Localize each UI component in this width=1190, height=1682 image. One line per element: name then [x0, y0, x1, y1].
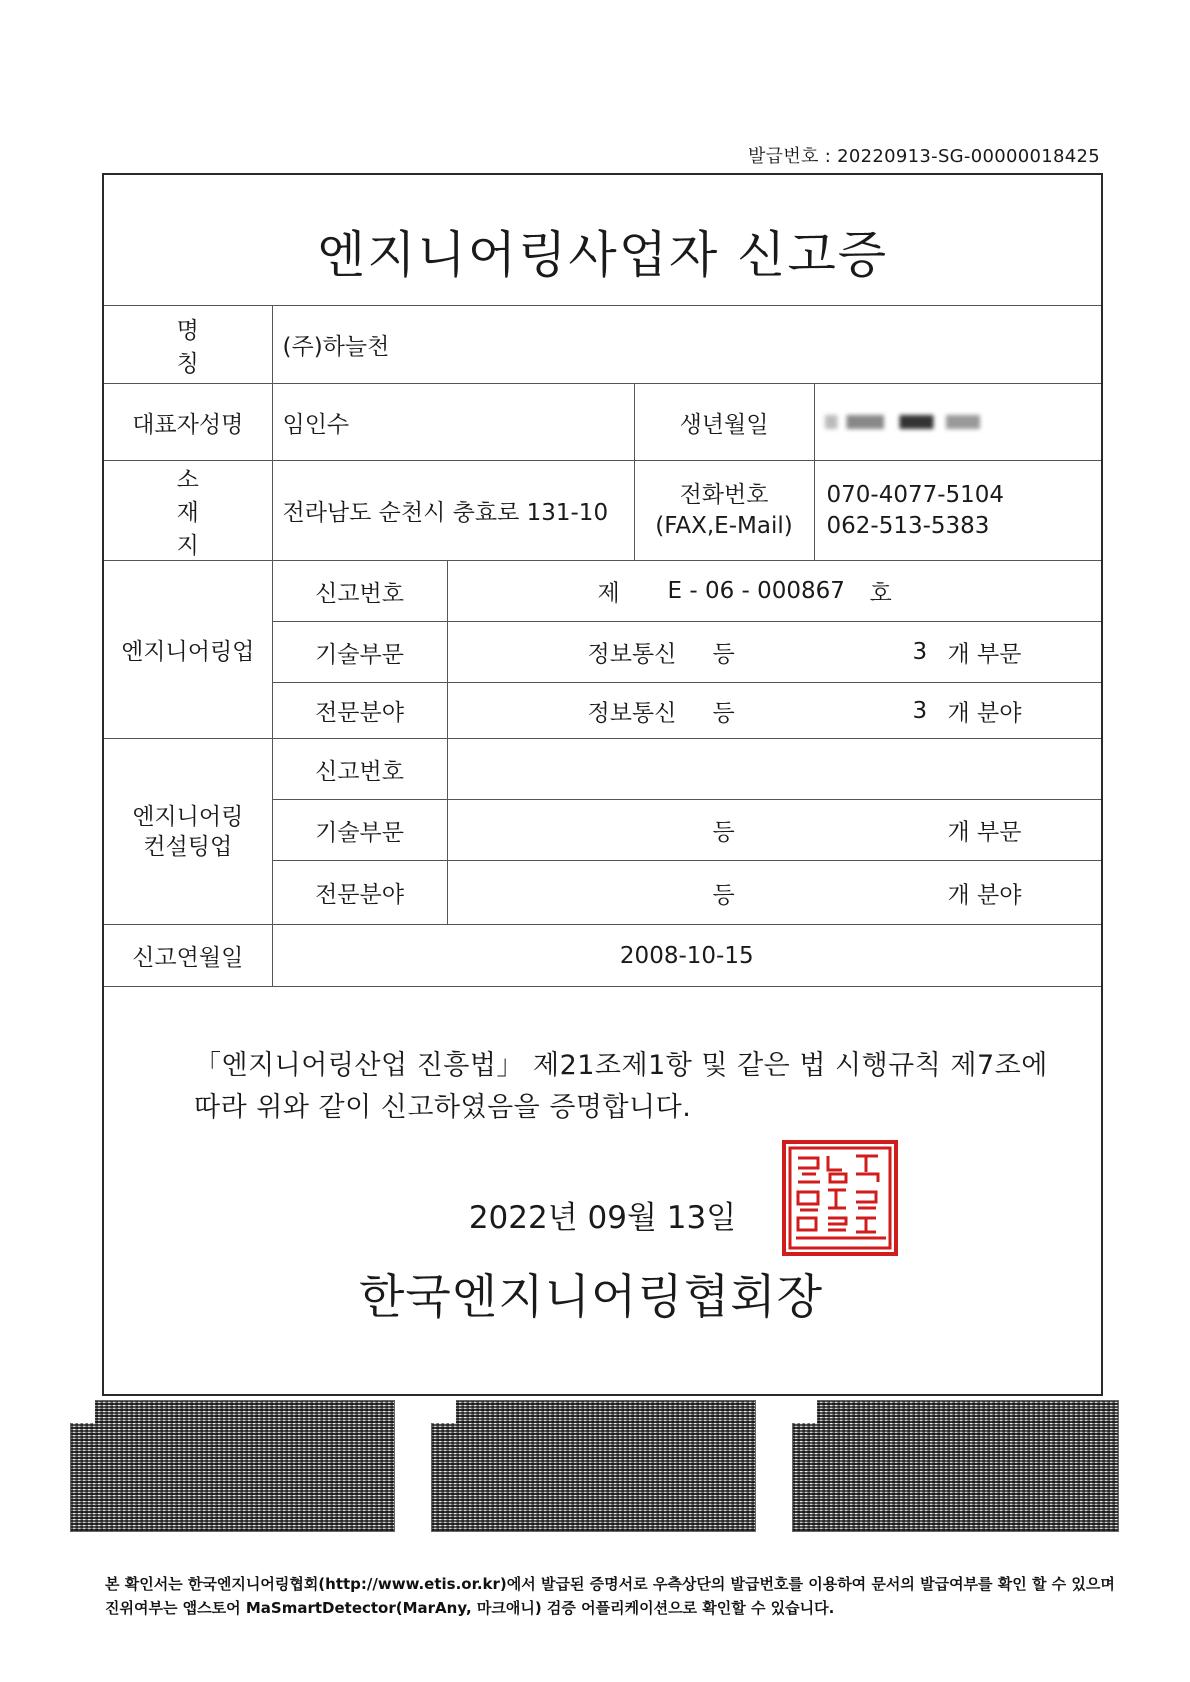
dob-redacted [814, 384, 1101, 461]
watermark-icon [69, 1397, 95, 1423]
eng-tech-value: 정보통신 [587, 641, 677, 668]
con-field-unit: 개 분야 [947, 882, 1022, 908]
con-tech-label: 기술부문 [272, 800, 447, 861]
report-date-label: 신고연월일 [104, 925, 272, 987]
official-seal-icon [782, 1140, 898, 1256]
con-field-cell [447, 861, 1101, 925]
phone-label-line2: (FAX,E-Mail) [655, 512, 793, 539]
phone-value-1: 070-4077-5104 [826, 481, 1005, 508]
eng-tech-cell [447, 622, 1101, 683]
address-value: 전라남도 순천시 충효로 131-10 [272, 461, 634, 561]
dob-label: 생년월일 [634, 384, 814, 461]
eng-field-count: 3 [912, 697, 928, 724]
document-title: 엔지니어링사업자 신고증 [316, 226, 889, 284]
eng-tech-etc: 등 [712, 641, 735, 668]
eng-field-value: 정보통신 [587, 700, 677, 726]
eng-field-etc: 등 [712, 700, 735, 726]
representative-name: 임인수 [272, 384, 634, 461]
representative-label: 대표자성명 [104, 384, 272, 461]
security-pattern-left [70, 1400, 395, 1532]
name-label: 명 칭 [104, 306, 272, 384]
phone-values [814, 461, 1101, 561]
security-pattern-right [792, 1400, 1119, 1532]
phone-label-line1: 전화번호 [679, 481, 769, 508]
eng-tech-label: 기술부문 [272, 622, 447, 683]
certificate [102, 173, 1103, 1396]
security-pattern-center [431, 1400, 756, 1532]
certification-statement [194, 1045, 1048, 1129]
eng-reg-no-prefix: 제 [597, 580, 620, 607]
eng-reg-no-suffix: 호 [869, 580, 892, 607]
issuer-title: 한국엔지니어링협회장 [359, 1270, 824, 1325]
footnote-line-2: 진위여부는 앱스토어 MaSmartDetector(MarAny, 마크애니) 검증 어플리케이션으로 확인할 수 있습니다. [105, 1599, 835, 1617]
con-reg-no-label: 신고번호 [272, 739, 447, 800]
watermark-icon [430, 1397, 456, 1423]
phone-value-2: 062-513-5383 [826, 512, 990, 539]
address-label: 소 재 지 [104, 461, 272, 561]
eng-field-unit: 개 분야 [947, 700, 1022, 726]
statement-line-2: 따라 위와 같이 신고하였음을 증명합니다. [194, 1092, 692, 1123]
eng-field-label: 전문분야 [272, 683, 447, 739]
con-tech-cell [447, 800, 1101, 861]
consulting-section-label [104, 739, 272, 925]
footnote-line-1: 본 확인서는 한국엔지니어링협회(http://www.etis.or.kr)에서 발급된 증명서로 우측상단의 발급번호를 이용하여 문서의 발급여부를 확인 할 수 있으며 [105, 1575, 1115, 1593]
statement-line-1: 「엔지니어링산업 진흥법」 제21조제1항 및 같은 법 시행규칙 제7조에 [194, 1050, 1048, 1081]
watermark-icon [791, 1397, 817, 1423]
issue-date: 2022년 09월 13일 [468, 1200, 737, 1236]
eng-tech-unit: 개 부문 [947, 641, 1022, 668]
issue-number: 발급번호 : 20220913-SG-00000018425 [747, 146, 1100, 167]
certificate-table [104, 305, 1101, 987]
con-tech-unit: 개 부문 [947, 819, 1022, 846]
verification-footnote [105, 1572, 1115, 1620]
eng-tech-count: 3 [912, 639, 928, 665]
report-date-value: 2008-10-15 [272, 925, 1101, 987]
con-tech-etc: 등 [712, 819, 735, 846]
consulting-label-line2: 컨설팅업 [143, 833, 233, 860]
consulting-label-line1: 엔지니어링 [132, 803, 244, 830]
eng-reg-no-label: 신고번호 [272, 561, 447, 622]
con-field-label: 전문분야 [272, 861, 447, 925]
con-reg-no-cell [447, 739, 1101, 800]
eng-reg-no-cell [447, 561, 1101, 622]
eng-field-cell [447, 683, 1101, 739]
con-field-etc: 등 [712, 882, 735, 908]
eng-reg-no-value: E - 06 - 000867 [667, 578, 845, 604]
company-name: (주)하늘천 [272, 306, 1101, 384]
phone-label [634, 461, 814, 561]
engineering-section-label: 엔지니어링업 [104, 561, 272, 739]
